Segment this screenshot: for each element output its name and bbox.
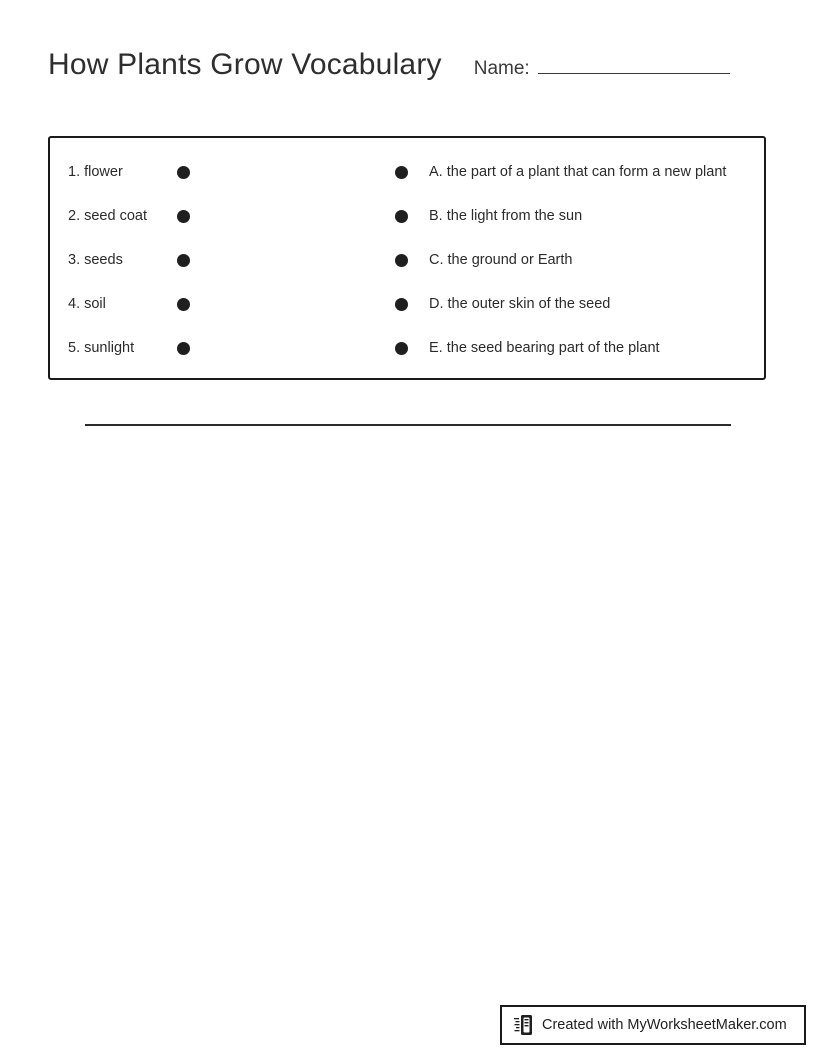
match-row xyxy=(68,194,764,238)
definition-label: C. the ground or Earth xyxy=(429,252,573,268)
term-dot-icon xyxy=(177,210,190,223)
definition-dot-icon xyxy=(395,298,408,311)
match-row xyxy=(68,150,764,194)
definition-label: D. the outer skin of the seed xyxy=(429,296,611,312)
definition-dot-icon xyxy=(395,166,408,179)
term-dot-icon xyxy=(177,254,190,267)
page-title: How Plants Grow Vocabulary xyxy=(48,48,442,81)
match-row xyxy=(68,326,764,370)
name-block xyxy=(474,54,730,80)
definition-label: B. the light from the sun xyxy=(429,208,583,224)
credit-badge xyxy=(500,1005,806,1045)
term-label: 5. sunlight xyxy=(68,340,135,356)
term-label: 3. seeds xyxy=(68,252,123,268)
definition-dot-icon xyxy=(395,254,408,267)
worksheet-header xyxy=(48,48,768,82)
answer-write-in-line xyxy=(85,424,731,426)
definition-label: A. the part of a plant that can form a new plant xyxy=(429,164,727,180)
match-row xyxy=(68,282,764,326)
matching-exercise-box xyxy=(48,136,766,380)
credit-text: Created with MyWorksheetMaker.com xyxy=(542,1017,787,1033)
term-label: 2. seed coat xyxy=(68,208,147,224)
term-dot-icon xyxy=(177,342,190,355)
definition-dot-icon xyxy=(395,210,408,223)
name-write-in-line xyxy=(538,54,730,74)
match-row xyxy=(68,238,764,282)
definition-dot-icon xyxy=(395,342,408,355)
term-dot-icon xyxy=(177,298,190,311)
term-label: 4. soil xyxy=(68,296,106,312)
definition-label: E. the seed bearing part of the plant xyxy=(429,340,660,356)
name-label: Name: xyxy=(473,58,530,79)
worksheet-maker-logo-icon xyxy=(514,1013,534,1037)
term-label: 1. flower xyxy=(68,164,123,180)
term-dot-icon xyxy=(177,166,190,179)
